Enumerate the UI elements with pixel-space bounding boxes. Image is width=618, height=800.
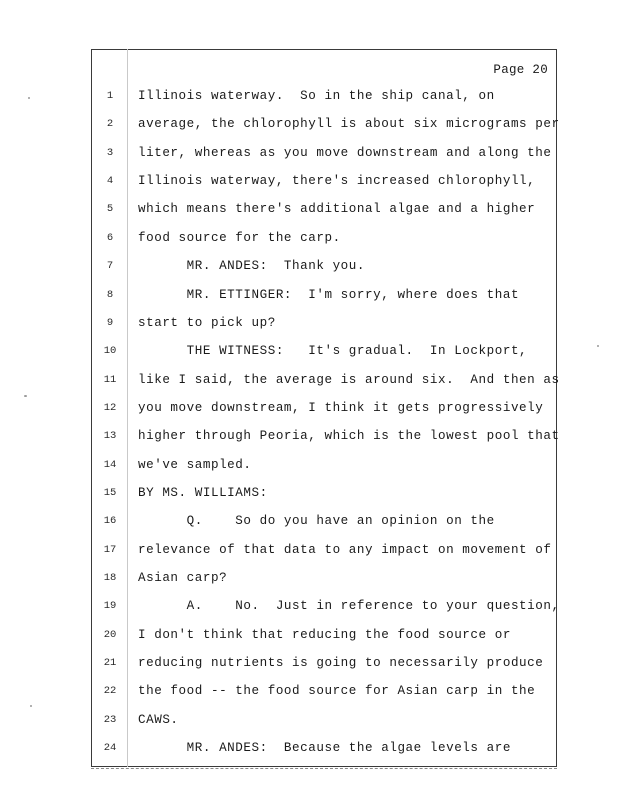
- line-number: 14: [103, 458, 117, 471]
- line-number: 2: [106, 118, 114, 131]
- line-text: reducing nutrients is going to necessarily produce: [138, 656, 544, 670]
- line-number: 18: [103, 572, 117, 584]
- transcript-line: [100, 426, 560, 446]
- line-text: I don't think that reducing the food source or: [138, 627, 511, 642]
- transcript-line: [100, 568, 550, 588]
- line-text: Asian carp?: [138, 571, 228, 585]
- transcript-line: [100, 738, 550, 758]
- line-number: 4: [106, 175, 114, 188]
- transcript-line: [100, 653, 550, 673]
- line-number: 7: [106, 260, 114, 273]
- transcript-line: [100, 143, 550, 163]
- line-number: 19: [103, 600, 117, 613]
- line-text: we've sampled.: [138, 457, 252, 472]
- line-text: Illinois waterway. So in the ship canal, on: [138, 89, 495, 103]
- line-text: relevance of that data to any impact on movement of: [138, 542, 552, 557]
- line-text: MR. ETTINGER: I'm sorry, where does that: [138, 287, 520, 302]
- line-number: 1: [106, 90, 114, 102]
- line-text: higher through Peoria, which is the lowest pool that: [138, 429, 560, 444]
- transcript-line: [100, 256, 550, 276]
- transcript-line: [100, 228, 550, 248]
- line-number: 3: [106, 146, 114, 159]
- transcript-line: [100, 625, 550, 645]
- line-number: 10: [103, 345, 117, 358]
- line-number: 12: [103, 401, 117, 414]
- line-text: like I said, the average is around six. And then as: [138, 372, 560, 387]
- line-text: A. No. Just in reference to your question,: [138, 599, 560, 614]
- line-number: 6: [106, 231, 114, 244]
- line-number: 8: [106, 288, 114, 301]
- line-number: 15: [103, 486, 117, 499]
- line-number: 5: [106, 203, 114, 216]
- line-text: average, the chlorophyll is about six micrograms per: [138, 117, 560, 132]
- line-number: 21: [103, 657, 117, 669]
- transcript-line: [100, 285, 550, 305]
- transcript-line: [100, 483, 550, 503]
- line-number: 24: [103, 742, 117, 755]
- line-text: start to pick up?: [138, 315, 276, 330]
- page-bottom-edge: [91, 768, 557, 772]
- line-number: 20: [103, 628, 117, 641]
- line-number: 23: [103, 713, 117, 726]
- transcript-line: [100, 398, 550, 418]
- line-text: liter, whereas as you move downstream and along the: [138, 145, 552, 160]
- transcript-line: [100, 596, 560, 616]
- line-number: 11: [103, 373, 117, 386]
- line-text: the food -- the food source for Asian carp in the: [138, 684, 536, 699]
- line-text: MR. ANDES: Thank you.: [138, 259, 366, 274]
- transcript-line: [100, 171, 550, 191]
- transcript-line: [100, 681, 550, 701]
- line-number: 22: [103, 685, 117, 698]
- transcript-line: [100, 455, 550, 475]
- transcript-line: [100, 114, 560, 134]
- transcript-line: [100, 710, 550, 730]
- line-number: 17: [103, 543, 117, 556]
- transcript-line: [100, 540, 550, 560]
- transcript-line: [100, 313, 550, 333]
- line-number: 13: [103, 430, 117, 443]
- line-text: THE WITNESS: It's gradual. In Lockport,: [138, 344, 528, 359]
- transcript-line: [100, 199, 550, 219]
- scan-speck: [30, 705, 32, 707]
- transcript-line: [100, 370, 560, 390]
- line-text: CAWS.: [138, 712, 179, 727]
- line-number: 16: [103, 515, 117, 528]
- line-text: BY MS. WILLIAMS:: [138, 485, 268, 500]
- line-text: MR. ANDES: Because the algae levels are: [138, 741, 511, 756]
- line-text: food source for the carp.: [138, 230, 341, 245]
- line-number: 9: [106, 316, 114, 329]
- line-text: which means there's additional algae and a higher: [138, 202, 536, 217]
- scan-speck: [24, 395, 27, 397]
- scan-speck: [597, 345, 599, 347]
- line-text: you move downstream, I think it gets progressively: [138, 400, 544, 415]
- scan-speck: [28, 97, 30, 99]
- transcript-line: [100, 341, 550, 361]
- transcript-line: [100, 86, 550, 106]
- transcript-line: [100, 511, 550, 531]
- line-text: Illinois waterway, there's increased chlorophyll,: [138, 174, 536, 189]
- line-text: Q. So do you have an opinion on the: [138, 514, 495, 529]
- page-number: Page 20: [493, 63, 548, 77]
